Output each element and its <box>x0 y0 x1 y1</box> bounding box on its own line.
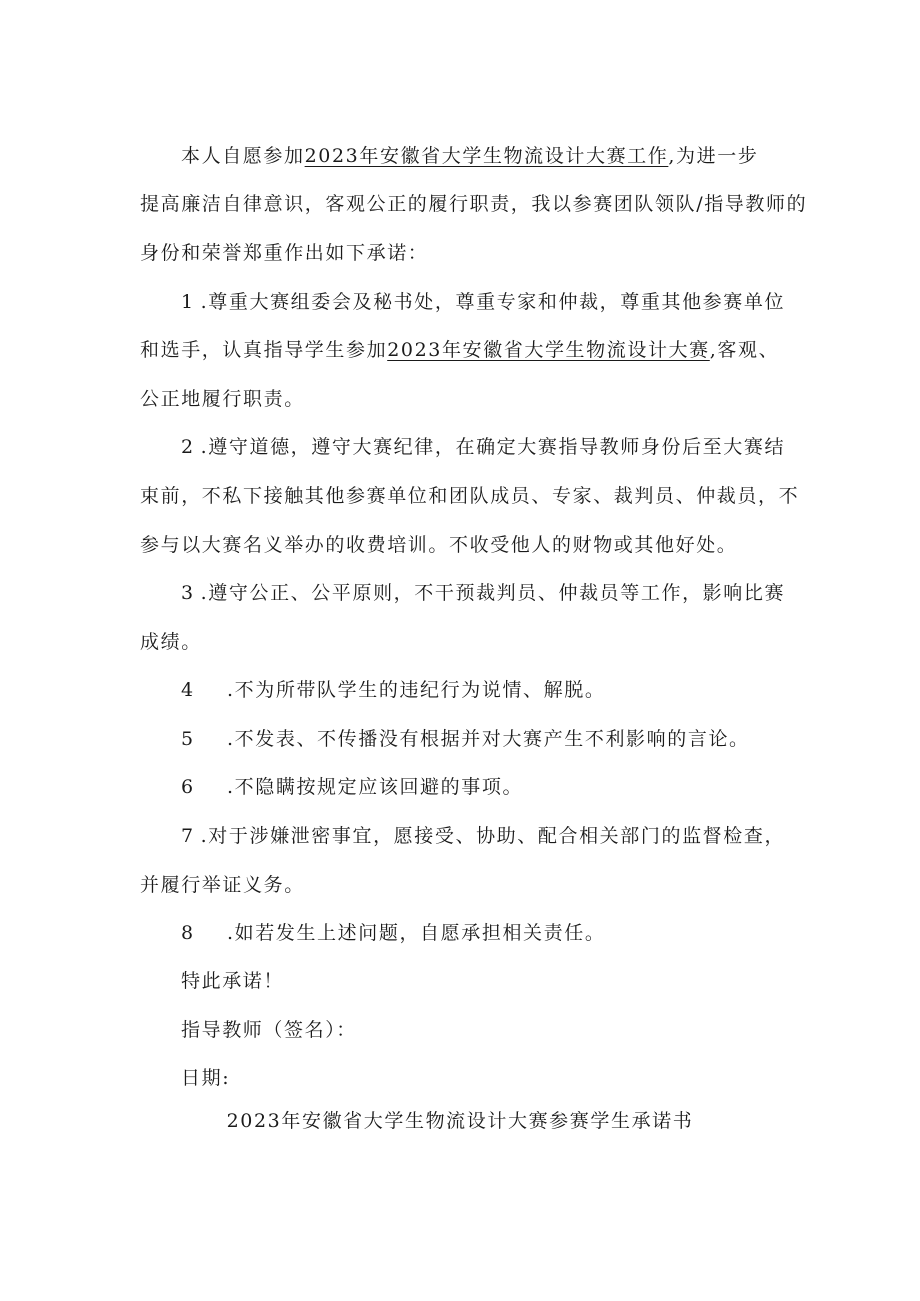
next-document-title: 2023年安徽省大学生物流设计大赛参赛学生承诺书 <box>226 1110 694 1132</box>
item-text: .对于涉嫌泄密事宜，愿接受、协助、配合相关部门的监督检查， <box>200 825 786 847</box>
item-8 <box>181 918 605 948</box>
event-name-underlined: 2023年安徽省大学生物流设计大赛工作 <box>304 145 669 167</box>
item-text: .遵守道德，遵守大赛纪律，在确定大赛指导教师身份后至大赛结 <box>200 436 786 458</box>
item-1-line-1 <box>181 287 785 317</box>
item-number: 3 <box>181 582 195 604</box>
item-text: .不发表、不传播没有根据并对大赛产生不利影响的言论。 <box>227 728 750 750</box>
item-text: ,客观、 <box>709 339 780 361</box>
signature-label: 指导教师（签名）： <box>181 1019 357 1041</box>
item-4 <box>181 675 605 705</box>
intro-line-2: 提高廉洁自律意识，客观公正的履行职责，我以参赛团队领队/指导教师的 <box>140 193 808 215</box>
item-number: 4 <box>181 679 195 701</box>
item-text: .遵守公正、公平原则，不干预裁判员、仲裁员等工作，影响比赛 <box>200 582 786 604</box>
item-number: 5 <box>181 728 195 750</box>
item-2-line-3: 参与以大赛名义举办的收费培训。不收受他人的财物或其他好处。 <box>140 534 738 556</box>
item-3-line-1 <box>181 578 785 608</box>
item-6 <box>181 772 523 802</box>
item-number: 1 <box>181 291 195 313</box>
intro-text: ,为进一步 <box>668 145 759 167</box>
item-7-line-1 <box>181 821 785 851</box>
item-number: 6 <box>181 776 195 798</box>
item-2-line-2: 束前，不私下接触其他参赛单位和团队成员、专家、裁判员、仲裁员，不 <box>140 485 800 507</box>
item-5 <box>181 724 750 754</box>
item-text: .不为所带队学生的违纪行为说情、解脱。 <box>227 679 606 701</box>
item-1-line-2 <box>140 335 779 365</box>
item-text: 和选手，认真指导学生参加 <box>140 339 388 361</box>
intro-text: 本人自愿参加 <box>181 145 305 167</box>
item-text: .尊重大赛组委会及秘书处，尊重专家和仲裁，尊重其他参赛单位 <box>200 291 786 313</box>
item-1-line-3: 公正地履行职责。 <box>140 388 305 410</box>
item-number: 7 <box>181 825 195 847</box>
item-number: 8 <box>181 922 195 944</box>
intro-line-1 <box>181 141 758 171</box>
item-2-line-1 <box>181 432 785 462</box>
item-text: .如若发生上述问题，自愿承担相关责任。 <box>227 922 606 944</box>
item-7-line-2: 并履行举证义务。 <box>140 874 305 896</box>
item-text: .不隐瞒按规定应该回避的事项。 <box>227 776 524 798</box>
intro-line-3: 身份和荣誉郑重作出如下承诺： <box>140 242 429 264</box>
item-number: 2 <box>181 436 195 458</box>
item-3-line-2: 成绩。 <box>140 631 202 653</box>
event-name-underlined: 2023年安徽省大学生物流设计大赛 <box>387 339 710 361</box>
pledge-text: 特此承诺！ <box>181 970 285 992</box>
date-label: 日期: <box>181 1067 231 1089</box>
